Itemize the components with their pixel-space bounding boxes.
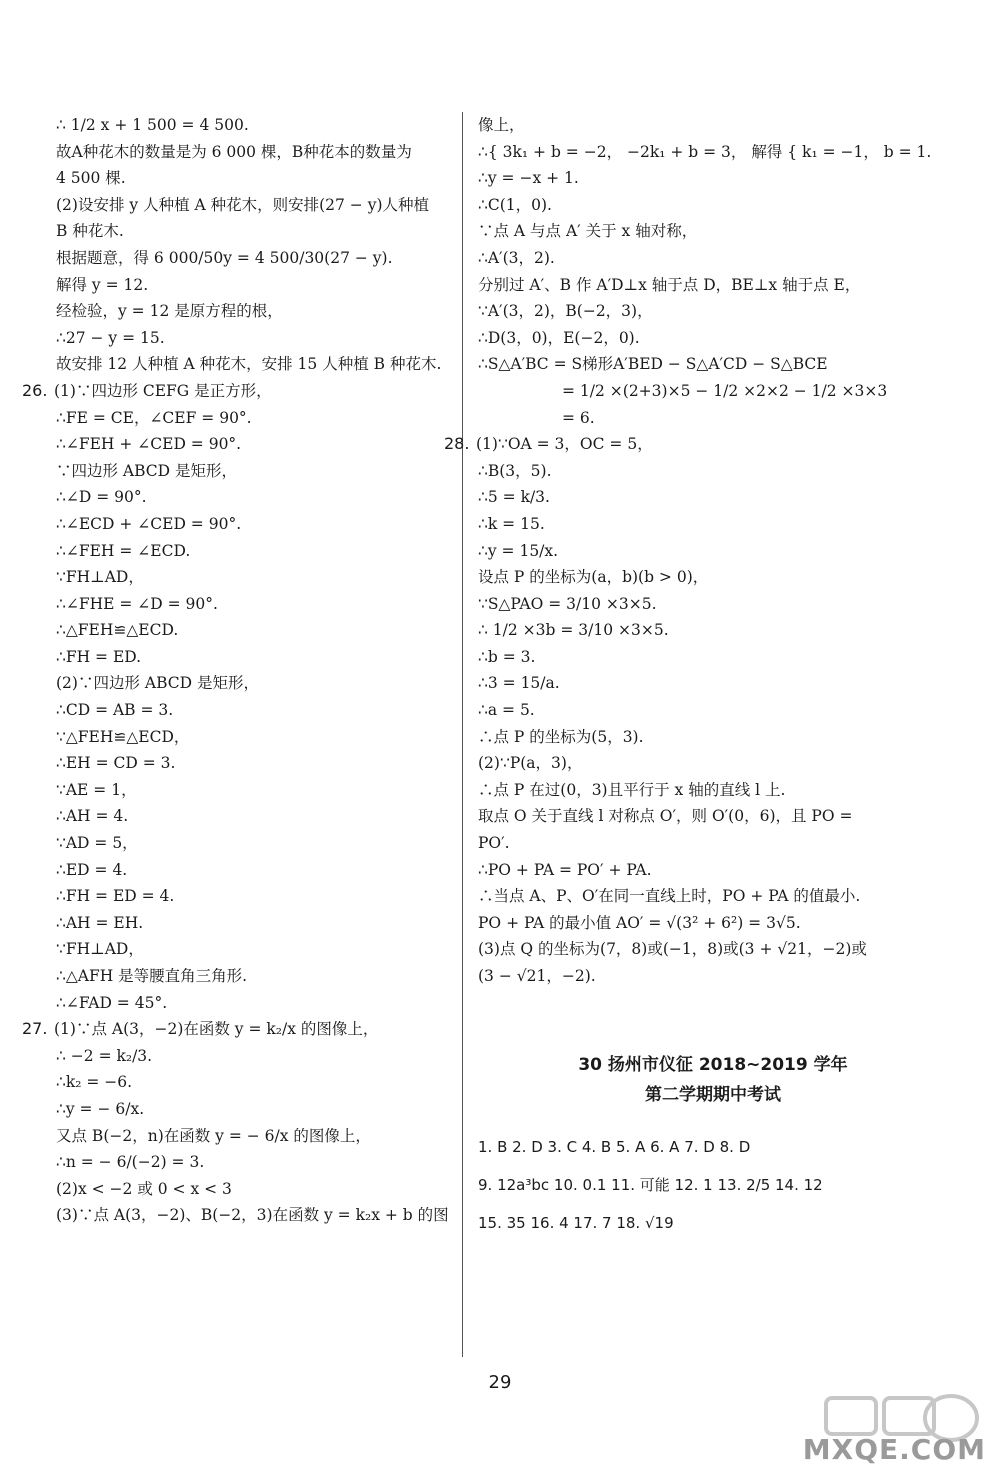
solution-line bbox=[56, 617, 456, 644]
right-column bbox=[444, 112, 948, 1242]
solution-line bbox=[478, 538, 948, 565]
solution-line bbox=[478, 750, 948, 777]
solution-text: ∴3 = 15/a. bbox=[478, 674, 560, 693]
solution-line bbox=[478, 963, 948, 990]
solution-text: ∴5 = k/3. bbox=[478, 488, 550, 507]
answers-row-1: 1. B 2. D 3. C 4. B 5. A 6. A 7. D 8. D bbox=[478, 1137, 751, 1156]
solution-line bbox=[56, 511, 456, 538]
watermark-text: MXQE.COM bbox=[802, 1433, 986, 1466]
solution-line bbox=[56, 963, 456, 990]
solution-text: ∴ 1/2 x + 1 500 = 4 500. bbox=[56, 116, 249, 134]
solution-text: ∴AH = EH. bbox=[56, 913, 144, 932]
solution-line bbox=[478, 511, 948, 538]
solution-text: 像上， bbox=[478, 116, 525, 134]
solution-text: ∴∠FHE = ∠D = 90°. bbox=[56, 594, 218, 613]
solution-line bbox=[56, 325, 456, 352]
question-number: 26. bbox=[22, 380, 48, 400]
solution-line bbox=[56, 538, 456, 565]
answers-row-3: 15. 35 16. 4 17. 7 18. √19 bbox=[478, 1213, 674, 1232]
solution-line bbox=[478, 325, 948, 352]
solution-line bbox=[478, 484, 948, 511]
solution-text: (2)∵P(a，3)， bbox=[478, 754, 583, 773]
solution-text: (1)∵四边形 CEFG 是正方形， bbox=[54, 381, 272, 400]
solution-text: ∴y = −x + 1. bbox=[478, 169, 579, 188]
solution-line bbox=[56, 405, 456, 432]
solution-line bbox=[478, 697, 948, 724]
solution-text: (3 − √21，−2). bbox=[478, 967, 596, 985]
solution-text: ∵四边形 ABCD 是矩形， bbox=[56, 461, 238, 480]
solution-text: 4 500 棵. bbox=[56, 169, 126, 188]
solution-line bbox=[56, 218, 456, 245]
solution-text: 又点 B(−2，n)在函数 y = − 6/x 的图像上， bbox=[56, 1126, 371, 1145]
solution-line bbox=[478, 777, 948, 804]
solution-line bbox=[56, 245, 456, 272]
solution-text: (2)设安排 y 人种植 A 种花木，则安排(27 − y)人种植 bbox=[56, 195, 430, 214]
solution-line bbox=[56, 777, 456, 804]
solution-text: ∴FE = CE，∠CEF = 90°. bbox=[56, 408, 252, 427]
solution-line bbox=[56, 1096, 456, 1123]
section-heading: 30 扬州市仪征 2018~2019 学年 bbox=[578, 1054, 848, 1075]
solution-text: ∴27 − y = 15. bbox=[56, 328, 165, 347]
solution-line bbox=[22, 378, 456, 405]
solution-line bbox=[56, 830, 456, 857]
solution-line bbox=[56, 591, 456, 618]
solution-text: ∴y = − 6/x. bbox=[56, 1099, 145, 1118]
solution-text: ∴点 P 在过(0，3)且平行于 x 轴的直线 l 上. bbox=[478, 780, 786, 799]
solution-text: ∴PO + PA = PO′ + PA. bbox=[478, 860, 652, 879]
solution-line bbox=[56, 1176, 456, 1203]
solution-text: 取点 O 关于直线 l 对称点 O′，则 O′(0，6)，且 PO = bbox=[478, 807, 853, 826]
solution-text: 设点 P 的坐标为(a，b)(b > 0)， bbox=[478, 568, 709, 587]
solution-line bbox=[478, 218, 948, 245]
solution-text: ∴FH = ED = 4. bbox=[56, 887, 175, 906]
solution-text: ∴n = − 6/(−2) = 3. bbox=[56, 1153, 205, 1172]
left-column bbox=[22, 112, 456, 1229]
solution-line bbox=[56, 883, 456, 910]
solution-line bbox=[56, 750, 456, 777]
solution-text: ∴S△A′BC = S梯形A′BED − S△A′CD − S△BCE bbox=[478, 355, 828, 374]
solution-text: ∴△FEH≌△ECD. bbox=[56, 621, 179, 640]
solution-text: = 6. bbox=[562, 408, 595, 427]
solution-line bbox=[478, 192, 948, 219]
solution-line bbox=[56, 192, 456, 219]
question-number: 27. bbox=[22, 1019, 48, 1039]
solution-line bbox=[56, 1149, 456, 1176]
solution-line bbox=[478, 458, 948, 485]
solution-line bbox=[478, 272, 948, 299]
solution-line bbox=[444, 431, 948, 458]
solution-line bbox=[56, 803, 456, 830]
solution-text: ∵FH⊥AD， bbox=[56, 940, 144, 959]
solution-text: ∴当点 A、P、O′在同一直线上时，PO + PA 的值最小. bbox=[478, 887, 861, 906]
solution-text: ∵△FEH≌△ECD， bbox=[56, 727, 190, 746]
solution-text: ∴k = 15. bbox=[478, 514, 545, 533]
solution-text: ∵S△PAO = 3/10 ×3×5. bbox=[478, 594, 657, 613]
solution-text: ∴y = 15/x. bbox=[478, 541, 559, 560]
solution-text: ∵AD = 5， bbox=[56, 834, 138, 853]
solution-text: ∴△AFH 是等腰直角三角形. bbox=[56, 967, 248, 985]
solution-line bbox=[56, 139, 456, 166]
solution-text: (1)∵点 A(3，−2)在函数 y = k₂/x 的图像上， bbox=[54, 1020, 379, 1039]
solution-text: ∴∠FEH = ∠ECD. bbox=[56, 541, 191, 560]
solution-line bbox=[478, 112, 948, 139]
solution-text: ∴b = 3. bbox=[478, 647, 536, 666]
solution-line bbox=[56, 990, 456, 1017]
solution-text: ∵AE = 1， bbox=[56, 780, 137, 799]
solution-text: (2)∵四边形 ABCD 是矩形， bbox=[56, 674, 259, 693]
multiple-choice-answers bbox=[478, 1128, 948, 1242]
solution-line bbox=[478, 564, 948, 591]
solution-text: PO + PA 的最小值 AO′ = √(3² + 6²) = 3√5. bbox=[478, 913, 801, 932]
solution-line bbox=[56, 644, 456, 671]
solution-text: 故A种花木的数量是为 6 000 棵，B种花本的数量为 bbox=[56, 142, 412, 161]
solution-line bbox=[56, 670, 456, 697]
solution-line bbox=[478, 378, 948, 405]
solution-text: ∴A′(3，2). bbox=[478, 248, 555, 267]
solution-text: 故安排 12 人种植 A 种花木，安排 15 人种植 B 种花木. bbox=[56, 355, 442, 374]
solution-line bbox=[56, 112, 456, 139]
solution-line bbox=[478, 298, 948, 325]
solution-text: ∴FH = ED. bbox=[56, 647, 142, 666]
solution-text: 解得 y = 12. bbox=[56, 275, 149, 294]
solution-text: = 1/2 ×(2+3)×5 − 1/2 ×2×2 − 1/2 ×3×3 bbox=[562, 381, 888, 400]
solution-line bbox=[56, 564, 456, 591]
solution-line bbox=[56, 857, 456, 884]
solution-line bbox=[56, 298, 456, 325]
solution-line bbox=[478, 803, 948, 830]
solution-text: ∴C(1，0). bbox=[478, 195, 552, 214]
solution-text: 根据题意，得 6 000/50y = 4 500/30(27 − y). bbox=[56, 248, 393, 267]
solution-text: (3)∵点 A(3，−2)、B(−2，3)在函数 y = k₂x + b 的图 bbox=[56, 1206, 449, 1225]
solution-line bbox=[56, 936, 456, 963]
solution-line bbox=[478, 617, 948, 644]
solution-text: ∴EH = CD = 3. bbox=[56, 754, 176, 773]
solution-text: ∵A′(3，2)，B(−2，3)， bbox=[478, 302, 653, 321]
solution-text: ∴CD = AB = 3. bbox=[56, 701, 174, 720]
solution-text: ∴∠ECD + ∠CED = 90°. bbox=[56, 514, 242, 533]
solution-line bbox=[478, 591, 948, 618]
solution-line bbox=[56, 272, 456, 299]
solution-text: B 种花木. bbox=[56, 222, 124, 241]
solution-line bbox=[56, 697, 456, 724]
solution-text: ∴ 1/2 ×3b = 3/10 ×3×5. bbox=[478, 621, 669, 640]
solution-text: (2)x < −2 或 0 < x < 3 bbox=[56, 1179, 232, 1198]
solution-text: ∵FH⊥AD， bbox=[56, 568, 144, 587]
solution-line bbox=[56, 910, 456, 937]
solution-text: (3)点 Q 的坐标为(7，8)或(−1，8)或(3 + √21，−2)或 bbox=[478, 940, 867, 959]
solution-line bbox=[478, 910, 948, 937]
solution-line bbox=[56, 351, 456, 378]
solution-text: ∴B(3，5). bbox=[478, 461, 552, 480]
solution-text: ∴∠FAD = 45°. bbox=[56, 993, 168, 1012]
solution-text: ∴D(3，0)，E(−2，0). bbox=[478, 328, 640, 347]
column-divider bbox=[462, 112, 463, 1357]
solution-line bbox=[478, 644, 948, 671]
solution-text: ∴a = 5. bbox=[478, 701, 535, 720]
solution-line bbox=[478, 405, 948, 432]
solution-text: ∴∠FEH + ∠CED = 90°. bbox=[56, 435, 242, 454]
solution-line bbox=[56, 484, 456, 511]
solution-line bbox=[56, 724, 456, 751]
solution-line bbox=[478, 830, 948, 857]
solution-text: ∴AH = 4. bbox=[56, 807, 129, 826]
solution-text: ∴∠D = 90°. bbox=[56, 488, 147, 507]
solution-text: PO′. bbox=[478, 834, 510, 853]
solution-line bbox=[478, 883, 948, 910]
solution-text: 分别过 A′、B 作 A′D⊥x 轴于点 D，BE⊥x 轴于点 E， bbox=[478, 275, 861, 294]
solution-text: ∴ −2 = k₂/3. bbox=[56, 1046, 153, 1065]
answers-row-2: 9. 12a³bc 10. 0.1 11. 可能 12. 1 13. 2/5 14. 12 bbox=[478, 1175, 823, 1194]
section-subheading: 第二学期期中考试 bbox=[645, 1084, 781, 1105]
solution-text: ∴{ 3k₁ + b = −2， −2k₁ + b = 3， 解得 { k₁ = −1， b = 1. bbox=[478, 142, 932, 161]
solution-text: ∴ED = 4. bbox=[56, 860, 128, 879]
solution-line bbox=[478, 670, 948, 697]
solution-line bbox=[56, 1202, 456, 1229]
solution-line bbox=[478, 245, 948, 272]
solution-line bbox=[478, 724, 948, 751]
solution-text: ∴k₂ = −6. bbox=[56, 1073, 133, 1092]
solution-line bbox=[56, 1123, 456, 1150]
solution-line bbox=[56, 1069, 456, 1096]
solution-line bbox=[56, 458, 456, 485]
right-column-solutions bbox=[444, 112, 948, 990]
solution-text: (1)∵OA = 3，OC = 5， bbox=[476, 435, 653, 454]
solution-text: 经检验，y = 12 是原方程的根， bbox=[56, 302, 283, 321]
question-number: 28. bbox=[444, 434, 470, 454]
solution-line bbox=[56, 431, 456, 458]
solution-line bbox=[56, 1043, 456, 1070]
solution-line bbox=[478, 165, 948, 192]
solution-line bbox=[478, 857, 948, 884]
solution-line bbox=[478, 936, 948, 963]
solution-line bbox=[478, 139, 948, 166]
solution-line bbox=[478, 351, 948, 378]
solution-text: ∵点 A 与点 A′ 关于 x 轴对称， bbox=[478, 222, 698, 241]
solution-text: ∴点 P 的坐标为(5，3). bbox=[478, 727, 644, 746]
solution-line bbox=[22, 1016, 456, 1043]
solution-line bbox=[56, 165, 456, 192]
page-number: 29 bbox=[488, 1372, 512, 1393]
